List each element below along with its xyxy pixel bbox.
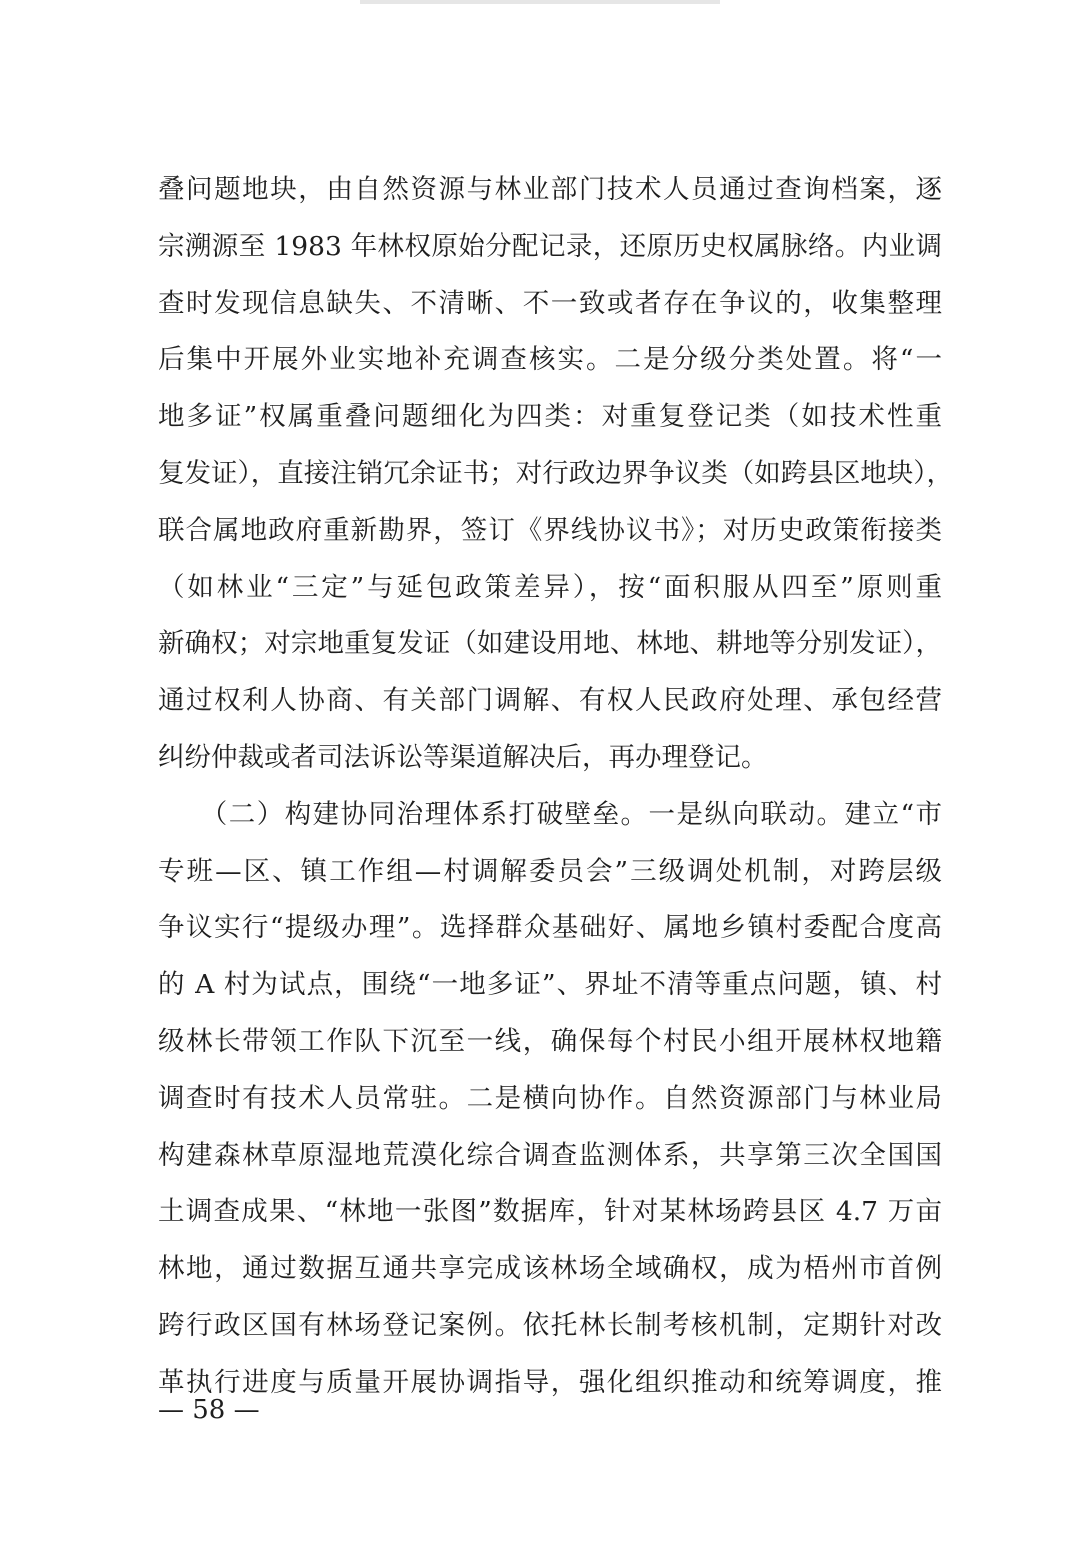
text-line: 级林长带领工作队下沉至一线，确保每个村民小组开展林权地籍	[158, 1025, 942, 1057]
body-text	[158, 162, 953, 1412]
text-line: 专班—区、镇工作组—村调解委员会”三级调处机制，对跨层级	[158, 855, 942, 887]
text-line: 查时发现信息缺失、不清晰、不一致或者存在争议的，收集整理	[158, 287, 942, 319]
text-line: 地多证”权属重叠问题细化为四类：对重复登记类（如技术性重	[158, 401, 942, 433]
text-line: 争议实行“提级办理”。选择群众基础好、属地乡镇村委配合度高	[158, 912, 942, 944]
text-line: 林地，通过数据互通共享完成该林场全域确权，成为梧州市首例	[158, 1253, 942, 1285]
text-line: 土调查成果、“林地一张图”数据库，针对某林场跨县区 4.7 万亩	[158, 1196, 942, 1228]
text-line: 叠问题地块，由自然资源与林业部门技术人员通过查询档案，逐	[158, 174, 942, 205]
text-line: 纠纷仲裁或者司法诉讼等渠道解决后，再办理登记。	[158, 741, 768, 773]
text-line: 的 A 村为试点，围绕“一地多证”、界址不清等重点问题，镇、村	[158, 969, 942, 1001]
text-line: 后集中开展外业实地补充调查核实。二是分级分类处置。将“一	[158, 344, 942, 376]
text-line: 构建森林草原湿地荒漠化综合调查监测体系，共享第三次全国国	[158, 1139, 942, 1171]
text-line: （如林业“三定”与延包政策差异），按“面积服从四至”原则重	[158, 571, 942, 603]
section-heading-line: （二）构建协同治理体系打破壁垒。一是纵向联动。建立“市	[158, 798, 942, 830]
page-number: — 58 —	[158, 1395, 260, 1425]
text-line: 跨行政区国有林场登记案例。依托林长制考核机制，定期针对改	[158, 1309, 942, 1341]
text-line: 新确权；对宗地重复发证（如建设用地、林地、耕地等分别发证），	[158, 628, 942, 660]
text-line: 宗溯源至 1983 年林权原始分配记录，还原历史权属脉络。内业调	[158, 230, 942, 262]
text-line: 调查时有技术人员常驻。二是横向协作。自然资源部门与林业局	[158, 1082, 942, 1114]
text-line: 复发证），直接注销冗余证书；对行政边界争议类（如跨县区地块），	[158, 457, 953, 489]
text-line: 通过权利人协商、有关部门调解、有权人民政府处理、承包经营	[158, 685, 942, 717]
scan-edge-mark	[360, 0, 720, 4]
text-line: 革执行进度与质量开展协调指导，强化组织推动和统筹调度，推	[158, 1366, 942, 1398]
text-line: 联合属地政府重新勘界，签订《界线协议书》；对历史政策衔接类	[158, 514, 942, 546]
